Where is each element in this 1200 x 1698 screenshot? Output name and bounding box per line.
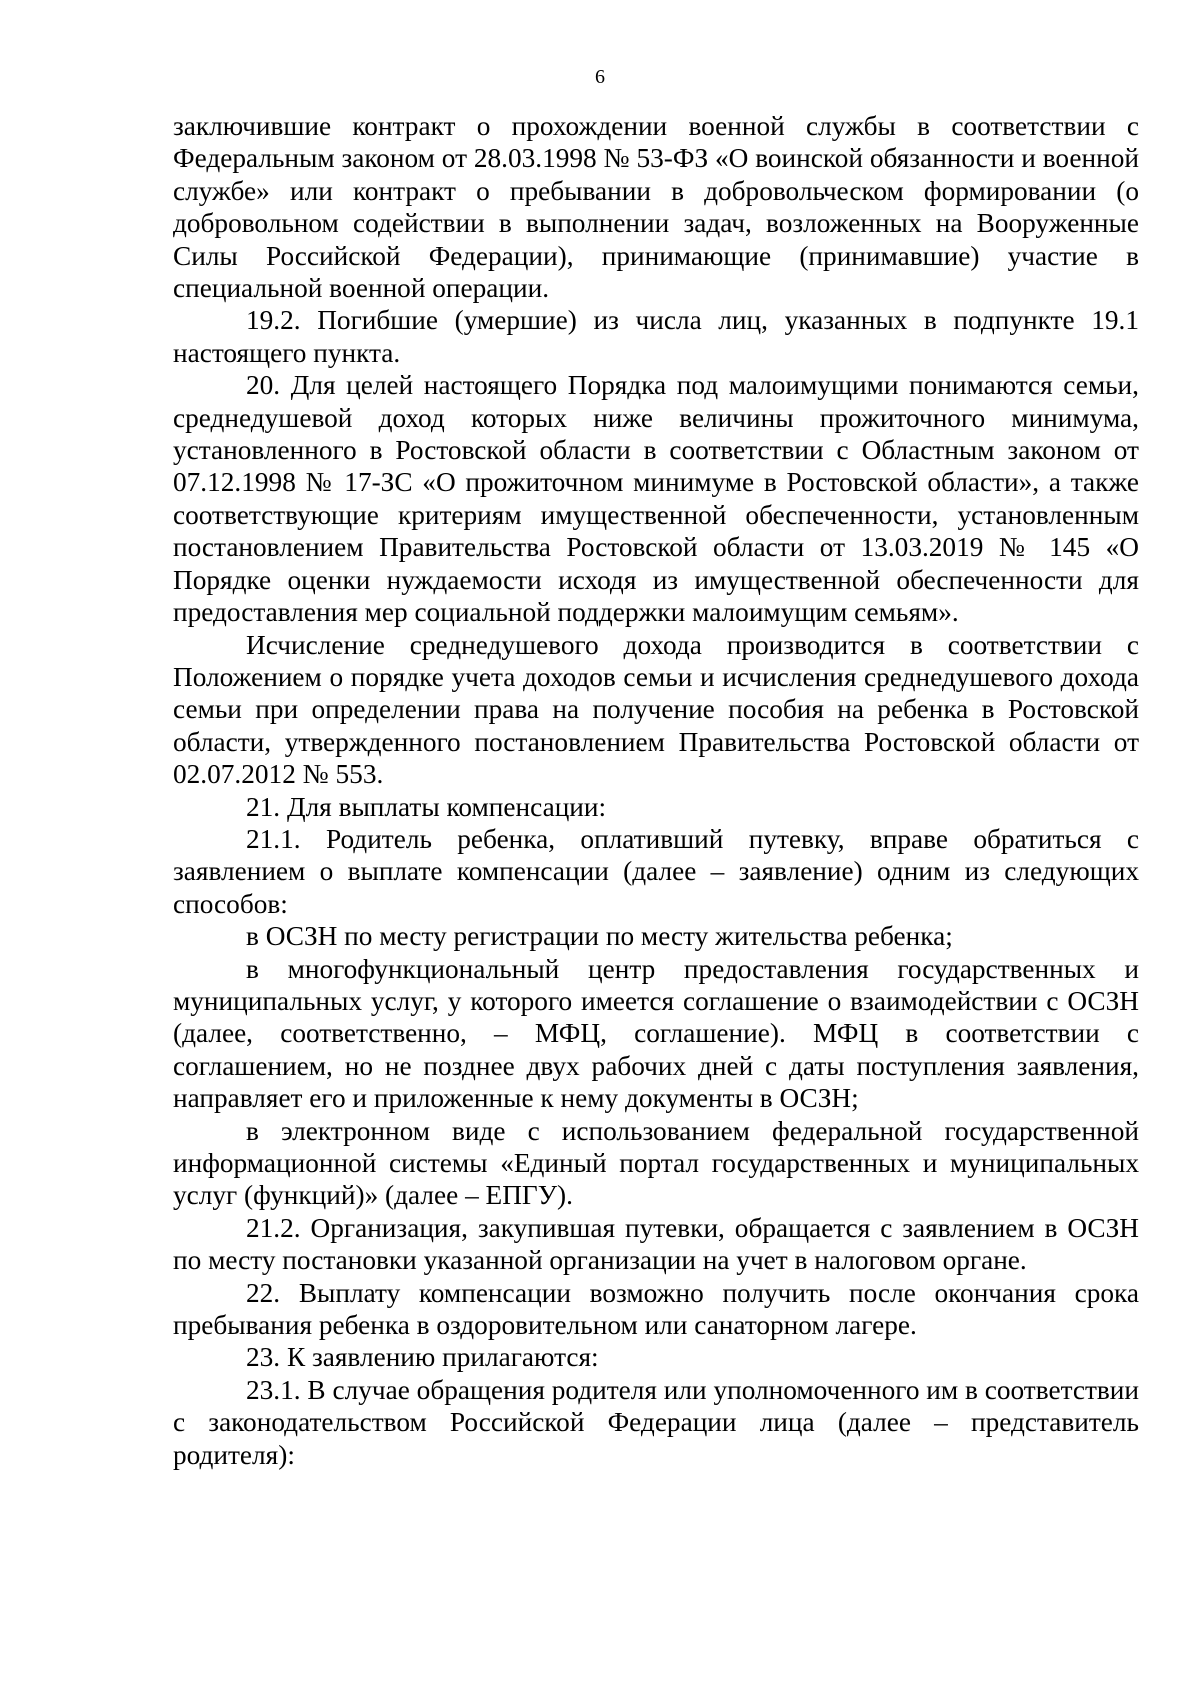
paragraph-19-2: 19.2. Погибшие (умершие) из числа лиц, указанных в подпункте 19.1 настоящего пункта. [173, 305, 1139, 368]
paragraph-23-1: 23.1. В случае обращения родителя или уполномоченного им в соответствии с законодательством Российской Федерации лица (далее – представитель родителя): [173, 1374, 1139, 1470]
page-number: 6 [595, 66, 605, 88]
paragraph-21-1: 21.1. Родитель ребенка, оплативший путевку, вправе обратиться с заявлением о выплате компенсации (далее – заявление) одним из следующих способов: [173, 823, 1139, 919]
paragraph-continuation: заключившие контракт о прохождении военной службы в соответствии с Федеральным законом от 28.03.1998 № 53-ФЗ «О воинской обязанности и военной службе» или контракт о пребывании в добровольческом формировании (о добровольном содействии в выполнении задач, возложенных на Вооруженные Силы Российской Федерации), принимающие (принимавшие) участие в специальной военной операции. [173, 111, 1139, 304]
document-body [173, 110, 1139, 1471]
paragraph-21: 21. Для выплаты компенсации: [246, 791, 607, 822]
paragraph-method-epgu: в электронном виде с использованием федеральной государственной информационной системы «Единый портал государственных и муниципальных услуг (функций)» (далее – ЕПГУ). [173, 1115, 1139, 1211]
paragraph-income-calculation: Исчисление среднедушевого дохода производится в соответствии с Положением о порядке учета доходов семьи и исчисления среднедушевого дохода семьи при определении права на получение пособия на ребенка в Ростовской области, утвержденного постановлением Правительства Ростовской области от 02.07.2012 № 553. [173, 629, 1139, 790]
paragraph-23: 23. К заявлению прилагаются: [246, 1342, 599, 1373]
paragraph-22: 22. Выплату компенсации возможно получить после окончания срока пребывания ребенка в оздоровительном или санаторном лагере. [173, 1277, 1139, 1341]
paragraph-21-2: 21.2. Организация, закупившая путевки, обращается с заявлением в ОСЗН по месту постановки указанной организации на учет в налоговом органе. [173, 1212, 1139, 1276]
paragraph-method-mfc: в многофункциональный центр предоставления государственных и муниципальных услуг, у которого имеется соглашение о взаимодействии с ОСЗН (далее, соответственно, – МФЦ, соглашение). МФЦ в соответствии с соглашением, но не позднее двух рабочих дней с даты поступления заявления, направляет его и приложенные к нему документы в ОСЗН; [173, 953, 1139, 1114]
paragraph-method-oszn: в ОСЗН по месту регистрации по месту жительства ребенка; [246, 921, 953, 952]
paragraph-20: 20. Для целей настоящего Порядка под малоимущими понимаются семьи, среднедушевой доход которых ниже величины прожиточного минимума, установленного в Ростовской области в соответствии с Областным законом от 07.12.1998 № 17-ЗС «О прожиточном минимуме в Ростовской области», а также соответствующие критериям имущественной обеспеченности, установленным постановлением Правительства Ростовской области от 13.03.2019 № 145 «О Порядке оценки нуждаемости исходя из имущественной обеспеченности для предоставления мер социальной поддержки малоимущим семьям». [173, 370, 1139, 628]
